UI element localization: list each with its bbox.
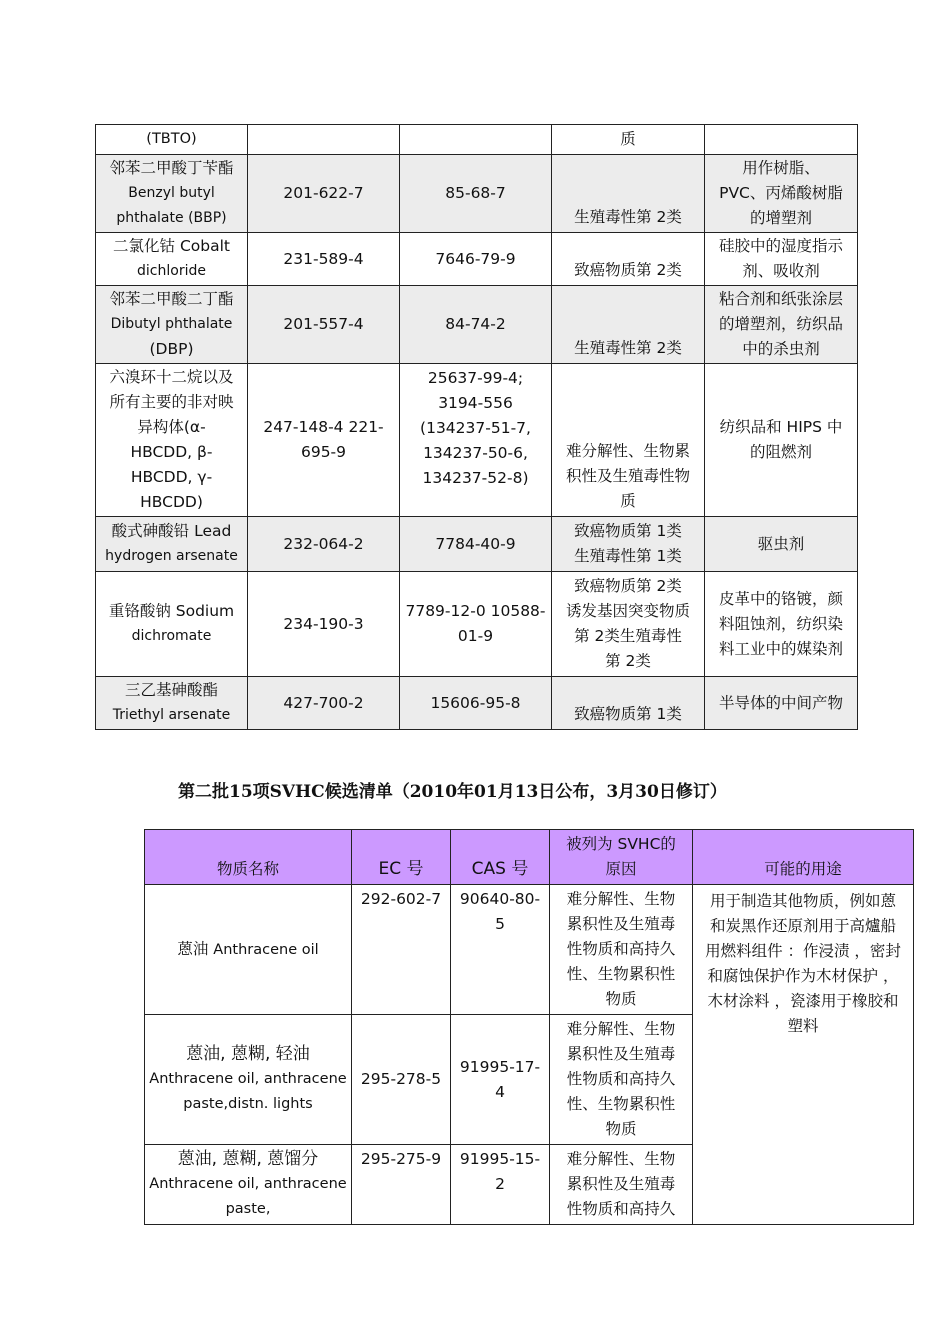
reason-cell: 致癌物质第 1类 生殖毒性第 1类: [552, 517, 705, 572]
header-reason: 被列为 SVHC的 原因: [550, 830, 693, 885]
cas-cell: 15606-95-8: [400, 677, 552, 730]
table-row: [96, 364, 858, 517]
ec-cell: 234-190-3: [248, 572, 400, 677]
cas-cell: 91995-17- 4: [451, 1015, 550, 1145]
reason-cell: 致癌物质第 1类: [552, 677, 705, 730]
cas-cell: 90640-80- 5: [451, 885, 550, 1015]
table-row: [96, 517, 858, 572]
table-row: [96, 677, 858, 730]
ec-cell: 231-589-4: [248, 233, 400, 286]
reason-cell: 致癌物质第 2类: [552, 233, 705, 286]
substance-name-cell: 二氯化钴 Cobalt dichloride: [96, 233, 248, 286]
reason-cell: 难分解性、生物 累积性及生殖毒 性物质和高持久 性、生物累积性 物质: [550, 885, 693, 1015]
cas-cell: 85-68-7: [400, 155, 552, 233]
substance-name-cell: 酸式砷酸铅 Lead hydrogen arsenate: [96, 517, 248, 572]
ec-cell: 427-700-2: [248, 677, 400, 730]
use-cell: 用作树脂、 PVC、丙烯酸树脂 的增塑剂: [705, 155, 858, 233]
ec-cell: 232-064-2: [248, 517, 400, 572]
reason-cell: 难分解性、生物 累积性及生殖毒 性物质和高持久: [550, 1145, 693, 1225]
reason-cell: 生殖毒性第 2类: [552, 155, 705, 233]
cas-cell: 7789-12-0 10588- 01-9: [400, 572, 552, 677]
substance-name-cell: 六溴环十二烷以及 所有主要的非对映 异构体(α- HBCDD, β- HBCDD, γ- HBCDD): [96, 364, 248, 517]
cas-cell: 91995-15- 2: [451, 1145, 550, 1225]
header-substance-name: 物质名称: [145, 830, 352, 885]
use-cell: 纺织品和 HIPS 中 的阻燃剂: [705, 364, 858, 517]
cas-cell: 25637-99-4; 3194-556 (134237-51-7, 134237-50-6, 134237-52-8): [400, 364, 552, 517]
cas-cell: 7646-79-9: [400, 233, 552, 286]
use-cell: 粘合剂和纸张涂层 的增塑剂，纺织品 中的杀虫剂: [705, 286, 858, 364]
section-heading: 第二批15项SVHC候选清单（2010年01月13日公布，3月30日修订）: [178, 782, 727, 802]
table-row: [96, 155, 858, 233]
table-header-row: [145, 830, 914, 885]
reason-cell: 质: [552, 125, 705, 155]
svhc-table-2: [144, 829, 914, 1225]
reason-cell: 生殖毒性第 2类: [552, 286, 705, 364]
cas-cell: 7784-40-9: [400, 517, 552, 572]
shared-use-cell: 用于制造其他物质，例如蒽 和炭黑作还原剂用于高爐船 用燃料组件 ：作浸渍 ，密封 和腐蚀保护作为木材保护 ， 木材涂料 ，瓷漆用于橡胶和 塑料: [693, 885, 914, 1225]
substance-name-cell: 邻苯二甲酸丁苄酯 Benzyl butyl phthalate (BBP): [96, 155, 248, 233]
use-cell: 半导体的中间产物: [705, 677, 858, 730]
ec-cell: 201-557-4: [248, 286, 400, 364]
table-row: [96, 286, 858, 364]
reason-cell: 难分解性、生物累 积性及生殖毒性物 质: [552, 364, 705, 517]
ec-cell: 295-278-5: [352, 1015, 451, 1145]
table-row: [96, 233, 858, 286]
substance-name-cell: 邻苯二甲酸二丁酯 Dibutyl phthalate (DBP): [96, 286, 248, 364]
use-cell: 硅胶中的湿度指示 剂、吸收剂: [705, 233, 858, 286]
header-ec: EC 号: [352, 830, 451, 885]
substance-name-cell: 蒽油, 蒽糊, 轻油 Anthracene oil, anthracene paste,distn. lights: [145, 1015, 352, 1145]
header-use: 可能的用途: [693, 830, 914, 885]
substance-name-cell: (TBTO): [96, 125, 248, 155]
cas-cell: 84-74-2: [400, 286, 552, 364]
reason-cell: 难分解性、生物 累积性及生殖毒 性物质和高持久 性、生物累积性 物质: [550, 1015, 693, 1145]
use-cell: 皮革中的铬镀，颜 料阻蚀剂，纺织染 料工业中的媒染剂: [705, 572, 858, 677]
table-row: [96, 572, 858, 677]
svhc-table-1: [95, 124, 858, 730]
ec-cell: 295-275-9: [352, 1145, 451, 1225]
substance-name-cell: 重铬酸钠 Sodium dichromate: [96, 572, 248, 677]
ec-cell: 292-602-7: [352, 885, 451, 1015]
ec-cell: 247-148-4 221- 695-9: [248, 364, 400, 517]
ec-cell: 201-622-7: [248, 155, 400, 233]
ec-cell: [248, 125, 400, 155]
substance-name-cell: 蒽油 Anthracene oil: [145, 885, 352, 1015]
header-cas: CAS 号: [451, 830, 550, 885]
use-cell: [705, 125, 858, 155]
substance-name-cell: 蒽油, 蒽糊, 蒽馏分 Anthracene oil, anthracene paste,: [145, 1145, 352, 1225]
substance-name-cell: 三乙基砷酸酯 Triethyl arsenate: [96, 677, 248, 730]
cas-cell: [400, 125, 552, 155]
reason-cell: 致癌物质第 2类 诱发基因突变物质 第 2类生殖毒性 第 2类: [552, 572, 705, 677]
table-row: [96, 125, 858, 155]
table-row: [145, 885, 914, 1015]
use-cell: 驱虫剂: [705, 517, 858, 572]
